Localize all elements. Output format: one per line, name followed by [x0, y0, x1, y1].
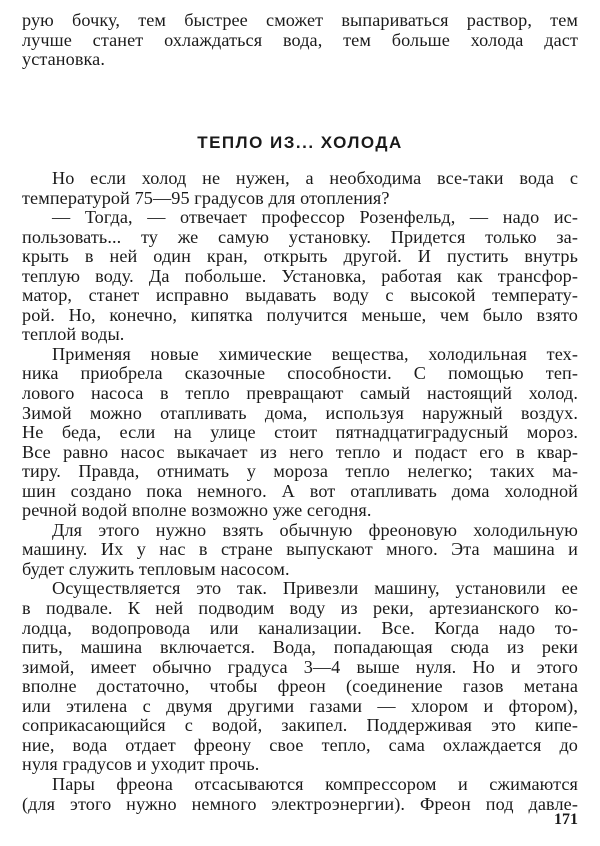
continuation-paragraph — [22, 11, 578, 70]
text-line: речной водой вполне возможно уже сегодня. — [22, 500, 372, 521]
text-line: лучше станет охлаждаться вода, тем больше холода даст — [22, 29, 578, 50]
text-line: Пары фреона отсасываются компрессором и сжимаются — [52, 773, 578, 794]
text-line: теплую воду. Да побольше. Установка, работая как трансфор- — [22, 265, 578, 286]
text-line: будет служить тепловым насосом. — [22, 558, 290, 579]
text-line: лового насоса в тепло превращают самый настоящий холод. — [22, 383, 578, 404]
text-line: соприкасающийся с водой, закипел. Поддерживая это кипе- — [22, 715, 578, 736]
text-line: или этилена с двумя другими газами — хлором и фтором), — [22, 695, 578, 716]
text-line: ние, вода отдает фреону свое тепло, сама охлаждается до — [22, 734, 578, 755]
text-line: Осуществляется это так. Привезли машину, установили ее — [52, 578, 578, 599]
paragraph — [22, 169, 578, 208]
text-line: Не беда, если на улице стоит пятнадцатиградусный мороз. — [22, 422, 578, 443]
section-body — [22, 169, 578, 814]
paragraph — [22, 345, 578, 521]
text-line: температурой 75—95 градусов для отопления? — [22, 187, 390, 208]
text-line: тиру. Правда, отнимать у мороза тепло нелегко; таких ма- — [22, 461, 578, 482]
text-line: (для этого нужно немного электроэнергии). Фреон под давле- — [22, 793, 578, 814]
text-line: шин создано пока немного. А вот отапливать дома холодной — [22, 480, 578, 501]
text-line: крыть в ней один кран, открыть другой. И пустить внутрь — [22, 246, 578, 267]
text-line: лодца, водопровода или канализации. Все. Когда надо то- — [22, 617, 578, 638]
paragraph — [22, 521, 578, 580]
text-line: рой. Но, конечно, кипятка получится меньше, чем было взято — [22, 304, 578, 325]
text-line: матор, станет исправно выдавать воду с высокой температу- — [22, 285, 578, 306]
text-line: пользовать... ту же самую установку. Придется только за- — [22, 226, 578, 247]
text-line: вполне достаточно, чтобы фреон (соединение газов метана — [22, 676, 578, 697]
text-line: — Тогда, — отвечает профессор Розенфельд, — надо ис- — [52, 207, 578, 228]
paragraph — [22, 579, 578, 774]
paragraph — [22, 775, 578, 814]
section-heading: ТЕПЛО ИЗ... ХОЛОДА — [197, 133, 403, 152]
text-line: Для этого нужно взять обычную фреоновую холодильную — [52, 519, 578, 540]
text-line: Применяя новые химические вещества, холодильная тех- — [52, 343, 578, 364]
text-line: Все равно насос выкачает из него тепло и подаст его в квар- — [22, 441, 578, 462]
text-line: ника приобрела сказочные способности. С помощью теп- — [22, 363, 578, 384]
text-line: Но если холод не нужен, а необходима все-таки вода с — [52, 168, 578, 188]
text-line: в подвале. К ней подводим воду из реки, артезианского ко- — [22, 598, 578, 619]
text-line: Зимой можно отапливать дома, используя наружный воздух. — [22, 402, 578, 423]
text-line: зимой, имеет обычно градуса 3—4 выше нуля. Но и этого — [22, 656, 578, 677]
page-number: 171 — [554, 811, 578, 828]
text-line: рую бочку, тем быстрее сможет выпариваться раствор, тем — [22, 10, 578, 30]
text-line: машину. Их у нас в стране выпускают много. Эта машина и — [22, 539, 578, 560]
text-line: теплой воды. — [22, 324, 125, 345]
paragraph — [22, 208, 578, 345]
text-line: пить, машина включается. Вода, попадающая сюда из реки — [22, 637, 578, 658]
text-line: нуля градусов и уходит прочь. — [22, 754, 260, 775]
text-line: установка. — [22, 49, 106, 70]
